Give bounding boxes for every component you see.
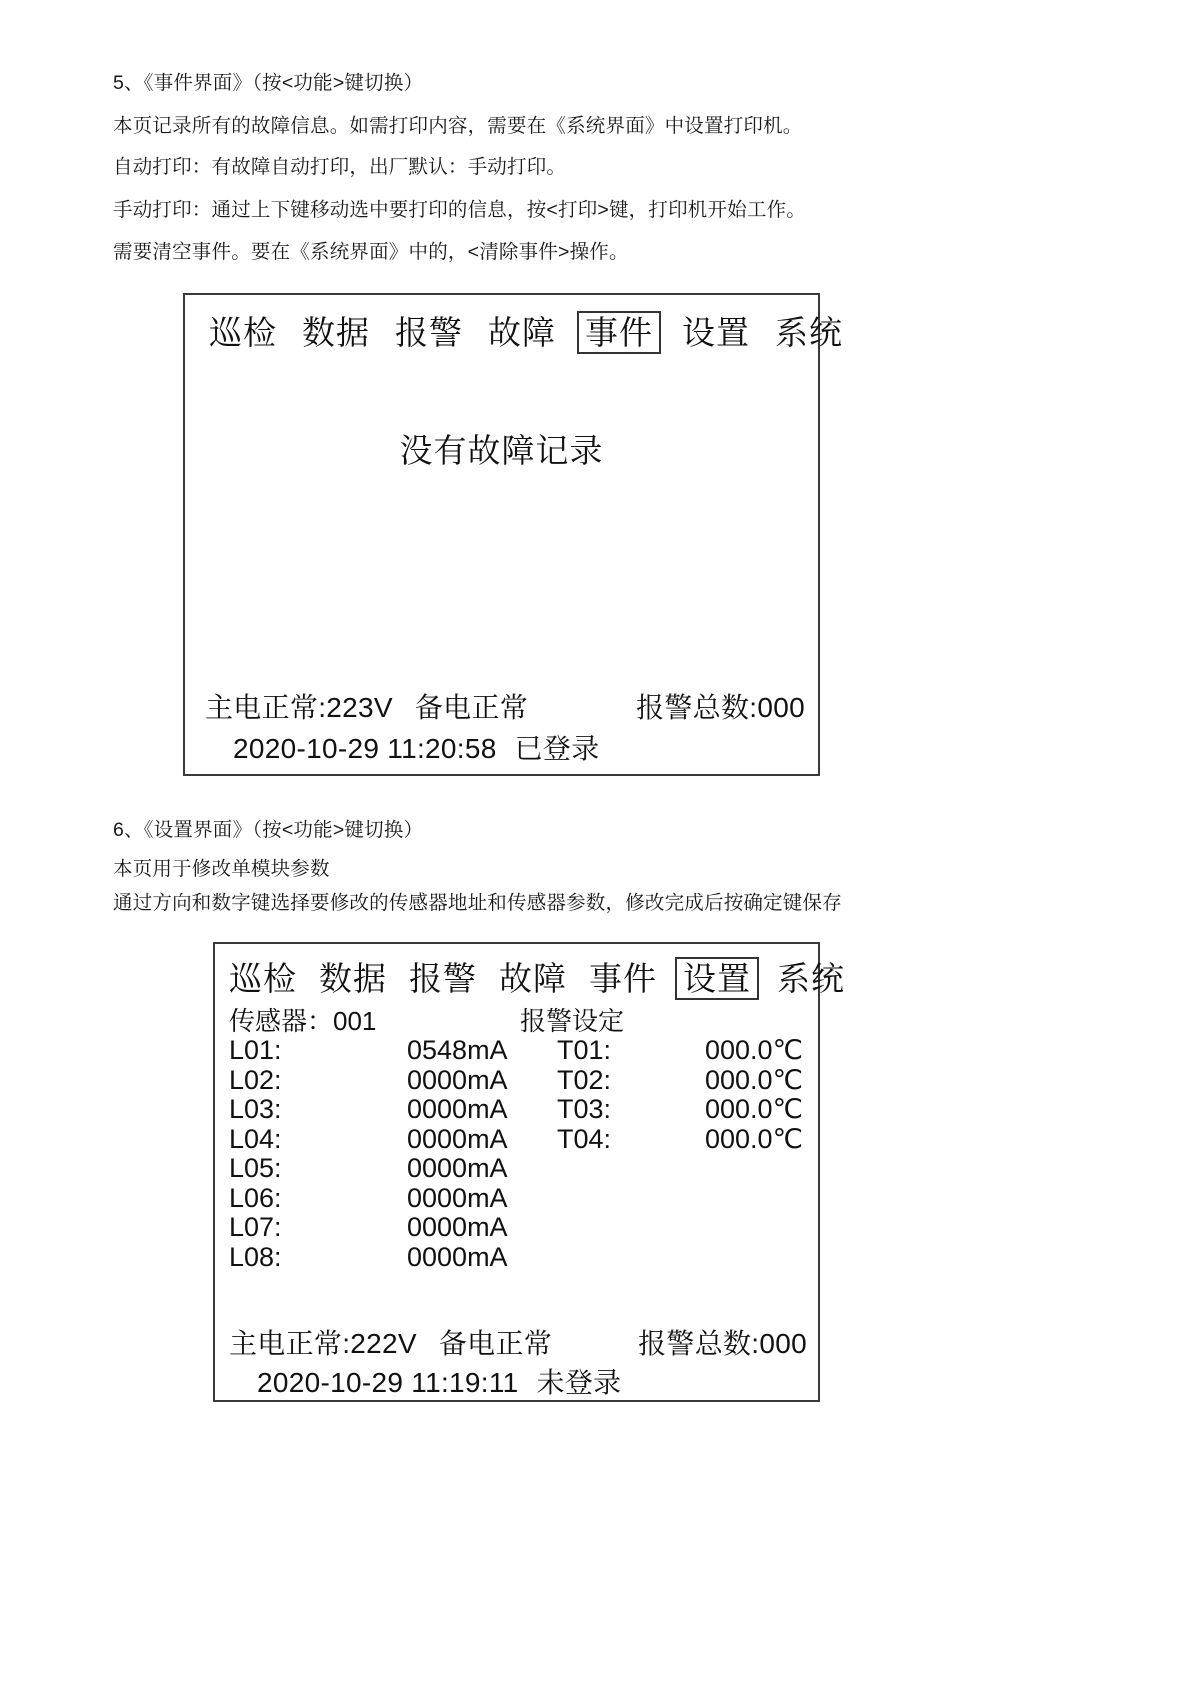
section-6-line-2-wrap — [113, 894, 1113, 914]
row-temp-value[interactable] — [705, 1184, 865, 1214]
tab-system[interactable]: 系统 — [777, 960, 845, 997]
settings-backup-power: 备电正常 — [438, 1328, 553, 1359]
event-main-power: 主电正常:223V — [205, 692, 393, 723]
row-current-key: L03: — [229, 1094, 282, 1124]
row-current-key: L06: — [229, 1182, 282, 1213]
section-5-line-4: 需要清空事件。要在《系统界面》中的，<清除事件>操作。 — [113, 241, 629, 263]
row-temp-value[interactable]: 000.0℃ — [705, 1094, 803, 1124]
event-status-power-row — [205, 686, 805, 726]
row-temp-value[interactable]: 000.0℃ — [705, 1035, 803, 1065]
row-current-key: L02: — [229, 1064, 282, 1095]
settings-datetime: 2020-10-29 11:19:11 — [257, 1367, 519, 1398]
event-datetime: 2020-10-29 11:20:58 — [233, 733, 497, 764]
event-screen-tabbar[interactable] — [205, 311, 847, 354]
sensor-address-label[interactable]: 传感器：001 — [229, 1006, 377, 1036]
table-row[interactable] — [229, 1036, 808, 1066]
table-row[interactable] — [229, 1154, 808, 1184]
section-5-line-2: 自动打印：有故障自动打印，出厂默认：手动打印。 — [113, 156, 567, 178]
tab-system[interactable]: 系统 — [775, 314, 843, 351]
row-current-value[interactable]: 0000mA — [407, 1153, 508, 1183]
section-6-heading-wrap — [113, 821, 1113, 841]
row-current-key: L01: — [229, 1035, 282, 1065]
table-row[interactable] — [229, 1095, 808, 1125]
sensor-parameter-table — [229, 1036, 808, 1272]
settings-screen-tabbar[interactable] — [225, 957, 849, 1000]
event-empty-message: 没有故障记录 — [399, 432, 604, 469]
settings-login-state: 未登录 — [536, 1367, 622, 1398]
section-5-line-3-wrap — [113, 201, 1113, 221]
table-row[interactable] — [229, 1213, 808, 1243]
row-temp-key: T01: — [557, 1035, 612, 1065]
row-current-value[interactable]: 0000mA — [407, 1241, 508, 1272]
tab-settings[interactable]: 设置 — [675, 957, 759, 1000]
tab-data[interactable]: 数据 — [319, 960, 387, 997]
row-current-value[interactable]: 0000mA — [407, 1123, 508, 1154]
row-current-key: L07: — [229, 1212, 282, 1242]
row-temp-value[interactable]: 000.0℃ — [705, 1123, 803, 1154]
row-current-value[interactable]: 0000mA — [407, 1182, 508, 1213]
event-status-time-row — [233, 727, 600, 767]
section-6-line-1-wrap — [113, 860, 1113, 880]
row-temp-key: T02: — [557, 1064, 612, 1095]
row-current-value[interactable]: 0000mA — [407, 1212, 508, 1242]
tab-alarm[interactable]: 报警 — [395, 314, 463, 351]
section-5-text — [113, 74, 1113, 94]
section-6-heading: 6、《设置界面》（按<功能>键切换） — [113, 819, 424, 841]
row-temp-key — [541, 1213, 705, 1243]
tab-settings[interactable]: 设置 — [682, 314, 750, 351]
section-5-line-4-wrap — [113, 243, 1113, 263]
row-temp-key — [541, 1243, 705, 1273]
settings-status-power-row — [229, 1322, 807, 1362]
row-current-value[interactable]: 0000mA — [407, 1064, 508, 1095]
section-6-line-1: 本页用于修改单模块参数 — [113, 858, 330, 880]
row-temp-key: T03: — [557, 1094, 612, 1124]
section-6-line-2: 通过方向和数字键选择要修改的传感器地址和传感器参数，修改完成后按确定键保存 — [113, 892, 842, 914]
section-5-line-1-wrap — [113, 117, 1113, 137]
row-current-key: L08: — [229, 1241, 282, 1272]
settings-main-power: 主电正常:222V — [229, 1328, 417, 1359]
settings-status-time-row — [257, 1361, 621, 1401]
section-5-heading: 5、《事件界面》（按<功能>键切换） — [113, 72, 424, 94]
tab-alarm[interactable]: 报警 — [409, 960, 477, 997]
event-screen-panel — [183, 293, 843, 776]
tab-inspection[interactable]: 巡检 — [209, 314, 277, 351]
event-alarm-total: 报警总数:000 — [636, 692, 805, 723]
tab-event[interactable]: 事件 — [589, 960, 657, 997]
tab-fault[interactable]: 故障 — [488, 314, 556, 351]
section-5-line-1: 本页记录所有的故障信息。如需打印内容，需要在《系统界面》中设置打印机。 — [113, 115, 803, 137]
tab-fault[interactable]: 故障 — [499, 960, 567, 997]
row-temp-value[interactable]: 000.0℃ — [705, 1064, 803, 1095]
section-5-line-3: 手动打印：通过上下键移动选中要打印的信息，按<打印>键，打印机开始工作。 — [113, 199, 806, 221]
alarm-setting-label: 报警设定 — [520, 1006, 625, 1036]
tab-data[interactable]: 数据 — [302, 314, 370, 351]
row-temp-value[interactable] — [705, 1154, 865, 1184]
event-login-state: 已登录 — [514, 733, 600, 764]
row-temp-key: T04: — [557, 1123, 612, 1154]
row-current-key: L05: — [229, 1153, 282, 1183]
table-row[interactable] — [229, 1125, 808, 1155]
table-row[interactable] — [229, 1184, 808, 1214]
tab-inspection[interactable]: 巡检 — [229, 960, 297, 997]
settings-screen-panel — [213, 942, 845, 1402]
row-current-value[interactable]: 0000mA — [407, 1094, 508, 1124]
settings-alarm-total: 报警总数:000 — [638, 1328, 807, 1359]
row-temp-key — [541, 1184, 705, 1214]
tab-event[interactable]: 事件 — [577, 311, 661, 354]
row-temp-value[interactable] — [705, 1243, 865, 1273]
event-backup-power: 备电正常 — [414, 692, 529, 723]
row-current-value[interactable]: 0548mA — [407, 1035, 508, 1065]
section-5-line-2-wrap — [113, 158, 1113, 178]
row-temp-value[interactable] — [705, 1213, 865, 1243]
table-row[interactable] — [229, 1066, 808, 1096]
table-row[interactable] — [229, 1243, 808, 1273]
row-temp-key — [541, 1154, 705, 1184]
row-current-key: L04: — [229, 1123, 282, 1154]
